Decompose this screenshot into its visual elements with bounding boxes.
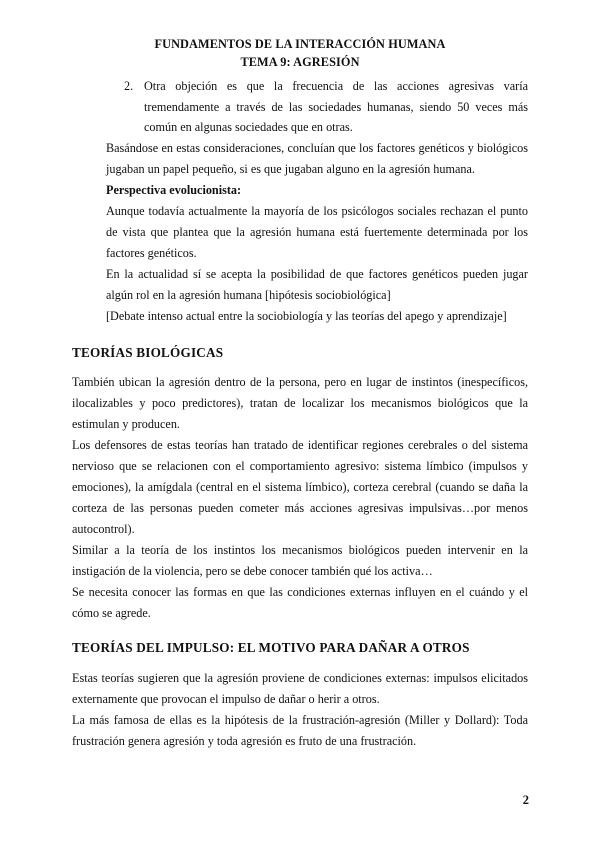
section-title-biological: TEORÍAS BIOLÓGICAS [72, 345, 224, 360]
list-number: 2. [124, 79, 134, 93]
impulse-paragraph-2: La más famosa de ellas es la hipótesis de la frustración-agresión (Miller y Dollard): Toda frustración genera agresión y toda agresión es fruto de una frustración. [72, 713, 528, 748]
list-item-text: Otra objeción es que la frecuencia de las acciones agresivas varía tremendamente a través de las sociedades humanas, siendo 50 veces más común en algunas sociedades que en otras. [144, 79, 528, 134]
impulse-paragraph-1: Estas teorías sugieren que la agresión proviene de condiciones externas: impulsos elicitados externamente que provocan el impulso de dañar o herir a otros. [72, 671, 528, 706]
biological-paragraph-1: También ubican la agresión dentro de la persona, pero en lugar de instintos (inespecíficos, ilocalizables y poco predictores), tratan de localizar los mecanismos biológicos que la estimulan y producen. [72, 375, 528, 431]
debate-note: [Debate intenso actual entre la sociobiología y las teorías del apego y aprendizaje] [106, 309, 507, 323]
evolutionary-paragraph-1: Aunque todavía actualmente la mayoría de los psicólogos sociales rechazan el punto de vista que plantea que la agresión humana está fuertemente determinada por los factores genéticos. [106, 204, 528, 260]
evolutionary-paragraph-2: En la actualidad sí se acepta la posibilidad de que factores genéticos pueden jugar algún rol en la agresión humana [hipótesis sociobiológica] [106, 267, 528, 302]
evolutionary-heading: Perspectiva evolucionista: [106, 183, 242, 197]
biological-paragraph-4: Se necesita conocer las formas en que las condiciones externas influyen en el cuándo y el cómo se agrede. [72, 585, 528, 620]
numbered-list-item [124, 76, 528, 138]
biological-paragraph-2: Los defensores de estas teorías han tratado de identificar regiones cerebrales o del sistema nervioso que se relacionen con el comportamiento agresivo: sistema límbico (impulsos y emociones), la amígdala (central en el sistema límbico), corteza cerebral (cuando se daña la corteza de las personas pueden cometer más acciones agresivas impulsivas…por menos autocontrol). [72, 438, 528, 536]
page-number: 2 [522, 793, 529, 807]
document-title: FUNDAMENTOS DE LA INTERACCIÓN HUMANA [154, 37, 446, 51]
conclusion-paragraph: Basándose en estas consideraciones, concluían que los factores genéticos y biológicos jugaban un papel pequeño, si es que jugaban alguno en la agresión humana. [106, 141, 528, 176]
section-title-impulse: TEORÍAS DEL IMPULSO: EL MOTIVO PARA DAÑAR A OTROS [72, 640, 470, 655]
biological-paragraph-3: Similar a la teoría de los instintos los mecanismos biológicos pueden intervenir en la instigación de la violencia, pero se debe conocer también qué los activa… [72, 543, 528, 578]
topic-title: TEMA 9: AGRESIÓN [240, 55, 360, 69]
